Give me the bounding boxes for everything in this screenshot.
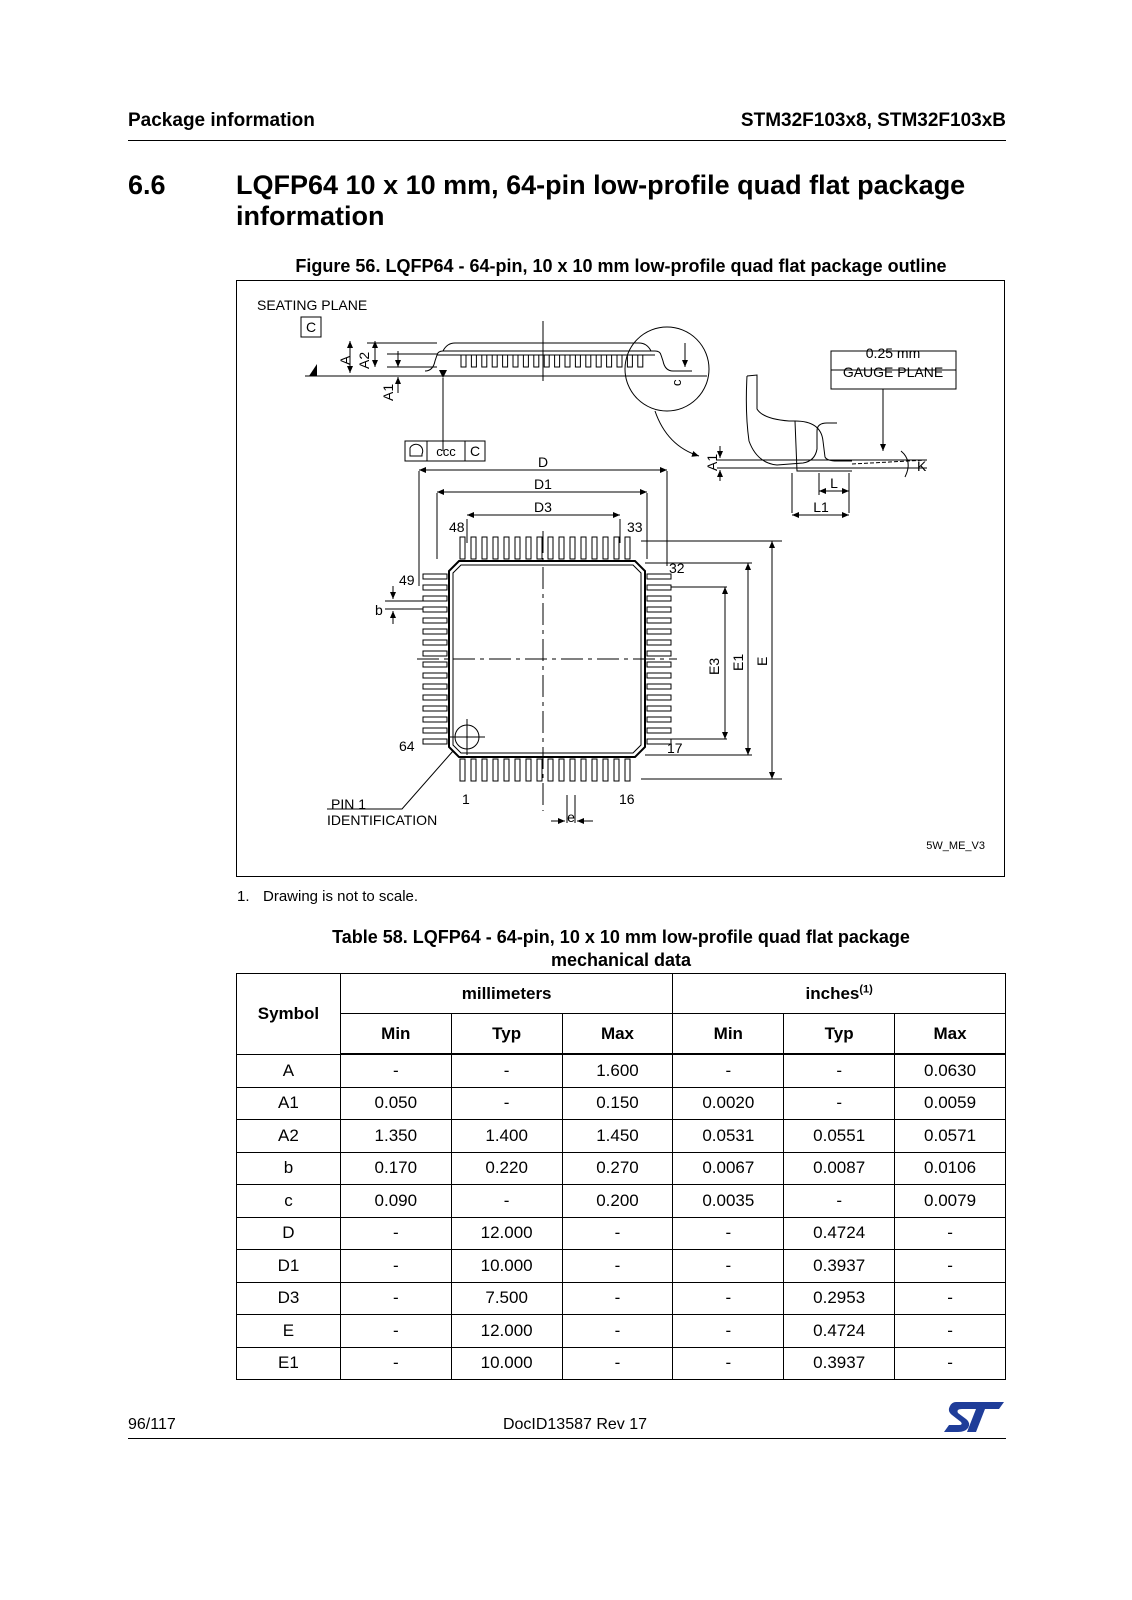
inches-header [673,974,1006,1014]
table-title [236,926,1006,972]
side-view-leads [461,355,643,367]
lead-right [647,596,671,601]
value-cell: 10.000 [451,1347,562,1380]
value-cell: 0.0551 [784,1120,895,1153]
value-cell: - [562,1347,673,1380]
note-text: Drawing is not to scale. [263,888,419,905]
value-cell: - [340,1315,451,1348]
lead-left [423,728,447,733]
value-cell: - [340,1217,451,1250]
value-cell: - [340,1347,451,1380]
value-cell: - [673,1347,784,1380]
lead-top [559,537,564,559]
pin-64-label: 64 [399,738,415,754]
lead-left [423,706,447,711]
lead-right [647,618,671,623]
lead-top [471,537,476,559]
value-cell: - [673,1217,784,1250]
lead-right [647,728,671,733]
label-D1: D1 [534,476,552,492]
mm-max-header: Max [562,1014,673,1055]
note-number: 1. [237,888,250,905]
lead-bottom [592,759,597,781]
label-E3: E3 [706,657,722,675]
lead-bottom [614,759,619,781]
lead-top [625,537,630,559]
value-cell: 0.4724 [784,1315,895,1348]
in-max-header: Max [895,1014,1006,1055]
inches-footnote-ref: (1) [859,982,873,995]
value-cell: 12.000 [451,1217,562,1250]
value-cell: - [451,1185,562,1218]
label-A1: A1 [380,383,396,401]
side-lead [534,355,539,367]
label-b: b [375,602,383,618]
value-cell: - [562,1315,673,1348]
value-cell: 0.090 [340,1185,451,1218]
label-L1: L1 [813,499,829,515]
lead-bottom [493,759,498,781]
value-cell: 0.0035 [673,1185,784,1218]
value-cell: - [673,1250,784,1283]
side-view [305,321,707,381]
flatness-frame [405,441,485,461]
label-D3: D3 [534,499,552,515]
lead-left [423,607,447,612]
table-row [237,1087,1006,1120]
lead-bottom [625,759,630,781]
table-subheader-row [237,1014,1006,1055]
ccc-label: ccc [436,444,456,459]
lead-right [647,651,671,656]
side-lead [471,355,476,367]
value-cell: 0.170 [340,1152,451,1185]
ccc-datum-label: C [469,443,481,459]
side-lead [565,355,570,367]
side-lead [607,355,612,367]
lead-left [423,618,447,623]
lead-top [614,537,619,559]
label-A1-detail: A1 [704,453,720,471]
value-cell: - [340,1250,451,1283]
lead-top [603,537,608,559]
label-A: A [337,355,353,365]
lead-top [581,537,586,559]
value-cell: - [895,1250,1006,1283]
symbol-cell: A2 [237,1120,341,1153]
table-row [237,1054,1006,1087]
lead-top [482,537,487,559]
value-cell: - [340,1054,451,1087]
value-cell: 0.0630 [895,1054,1006,1087]
label-K: K [917,458,927,474]
lead-left [423,717,447,722]
lead-bottom [526,759,531,781]
value-cell: 0.3937 [784,1347,895,1380]
st-logo [944,1400,1006,1439]
lead-bottom [570,759,575,781]
mechanical-data-table [236,973,1006,1380]
lead-top [537,537,542,559]
lead-left [423,662,447,667]
seating-plane-marker [309,364,317,376]
lead-left [423,651,447,656]
side-lead [596,355,601,367]
mm-typ-header: Typ [451,1014,562,1055]
pin-1-label: 1 [462,791,470,807]
table-row [237,1120,1006,1153]
datum-c-label: C [305,319,317,335]
lead-bottom [460,759,465,781]
document-id: DocID13587 Rev 17 [502,1416,648,1433]
lead-top [460,537,465,559]
lead-bottom [515,759,520,781]
symbol-cell: E1 [237,1347,341,1380]
lead-left [423,739,447,744]
detail-callout-arrow [655,411,699,456]
value-cell: 0.0067 [673,1152,784,1185]
lead-left [423,640,447,645]
value-cell: - [673,1282,784,1315]
value-cell: 1.450 [562,1120,673,1153]
symbol-cell: b [237,1152,341,1185]
side-lead [461,355,466,367]
value-cell: - [895,1282,1006,1315]
datum-marker [439,370,447,378]
value-cell: - [784,1087,895,1120]
pin-16-label: 16 [619,791,635,807]
value-cell: - [562,1282,673,1315]
lead-right [647,673,671,678]
lead-right [647,585,671,590]
lead-bottom [559,759,564,781]
lead-top [526,537,531,559]
millimeters-header: millimeters [340,974,673,1014]
value-cell: 0.270 [562,1152,673,1185]
table-row [237,1347,1006,1380]
symbol-cell: E [237,1315,341,1348]
value-cell: 7.500 [451,1282,562,1315]
symbol-cell: D3 [237,1282,341,1315]
in-min-header: Min [673,1014,784,1055]
side-lead [482,355,487,367]
lead-top [504,537,509,559]
value-cell: - [340,1282,451,1315]
table-title-line2: mechanical data [550,950,692,970]
value-cell: - [451,1054,562,1087]
value-cell: - [784,1185,895,1218]
gauge-plane-label: GAUGE PLANE [842,364,944,380]
package-outline-figure [236,280,1005,877]
side-lead [523,355,528,367]
lead-top [592,537,597,559]
top-view [327,471,782,823]
value-cell: 0.150 [562,1087,673,1120]
table-row [237,1152,1006,1185]
value-cell: 0.4724 [784,1217,895,1250]
symbol-cell: c [237,1185,341,1218]
symbol-cell: A [237,1054,341,1087]
figure-title: Figure 56. LQFP64 - 64-pin, 10 x 10 mm low-profile quad flat package outline [295,256,947,276]
value-cell: - [673,1315,784,1348]
figure-code: 5W_ME_V3 [926,840,985,852]
lead-right [647,607,671,612]
lead-right [647,662,671,667]
in-typ-header: Typ [784,1014,895,1055]
lead-bottom [504,759,509,781]
value-cell: - [784,1054,895,1087]
table-row [237,1315,1006,1348]
label-E1: E1 [730,653,746,671]
pin-49-label: 49 [399,572,415,588]
side-lead [544,355,549,367]
lead-right [647,717,671,722]
value-cell: 1.400 [451,1120,562,1153]
lead-top [548,537,553,559]
pin-17-label: 17 [667,740,683,756]
table-row [237,1217,1006,1250]
section-title: LQFP64 10 x 10 mm, 64-pin low-profile quad flat package information [236,170,966,231]
side-lead [586,355,591,367]
symbol-cell: A1 [237,1087,341,1120]
lead-top [515,537,520,559]
lead-left [423,585,447,590]
header-section-name: Package information [128,110,315,131]
value-cell: 0.0020 [673,1087,784,1120]
lead-bottom [581,759,586,781]
table-title-line1: Table 58. LQFP64 - 64-pin, 10 x 10 mm low-profile quad flat package [332,927,910,947]
value-cell: 0.050 [340,1087,451,1120]
lead-bottom [471,759,476,781]
label-e: e [567,809,575,825]
side-lead [492,355,497,367]
table-row [237,1250,1006,1283]
inches-header-text: inches [805,983,860,1003]
value-cell: 0.0079 [895,1185,1006,1218]
side-lead [627,355,632,367]
lead-left [423,596,447,601]
side-lead [513,355,518,367]
value-cell: - [895,1347,1006,1380]
lead-top [570,537,575,559]
side-lead [575,355,580,367]
lead-right [647,695,671,700]
lead-right [647,574,671,579]
page-number: 96/117 [128,1416,176,1433]
mm-min-header: Min [340,1014,451,1055]
lead-left [423,684,447,689]
lead-left [423,629,447,634]
pin1-id-label-line1: PIN 1 [331,796,367,812]
lead-top [493,537,498,559]
value-cell: 1.350 [340,1120,451,1153]
value-cell: 0.0059 [895,1087,1006,1120]
lead-bottom [603,759,608,781]
value-cell: - [562,1250,673,1283]
lead-right [647,629,671,634]
value-cell: 0.0106 [895,1152,1006,1185]
value-cell: 0.220 [451,1152,562,1185]
section-number: 6.6 [128,170,166,200]
value-cell: 0.0571 [895,1120,1006,1153]
value-cell: 10.000 [451,1250,562,1283]
symbol-cell: D [237,1217,341,1250]
side-lead [555,355,560,367]
lead-bottom [548,759,553,781]
value-cell: 12.000 [451,1315,562,1348]
value-cell: 0.200 [562,1185,673,1218]
pin-48-label: 48 [449,519,465,535]
lead-left [423,673,447,678]
value-cell: 0.3937 [784,1250,895,1283]
lead-left [423,695,447,700]
lead-right [647,684,671,689]
symbol-cell: D1 [237,1250,341,1283]
figure-note [237,888,418,905]
value-cell: - [562,1217,673,1250]
lead-right [647,706,671,711]
label-A2: A2 [356,351,372,369]
label-E: E [754,656,770,666]
value-cell: 1.600 [562,1054,673,1087]
value-cell: 0.2953 [784,1282,895,1315]
footer-rule [128,1438,1006,1439]
label-c: c [669,379,684,386]
label-L: L [830,475,838,491]
header-rule [128,140,1006,141]
value-cell: - [451,1087,562,1120]
table-row [237,1282,1006,1315]
lead-bottom [537,759,542,781]
value-cell: - [895,1217,1006,1250]
side-lead [638,355,643,367]
header-part-numbers: STM32F103x8, STM32F103xB [740,110,1006,131]
lead-left [423,574,447,579]
value-cell: - [895,1315,1006,1348]
symbol-header: Symbol [237,974,341,1055]
lead-right [647,640,671,645]
lead-bottom [482,759,487,781]
table-header-row [237,974,1006,1014]
pin-32-label: 32 [669,560,685,576]
label-D: D [537,454,549,470]
seating-plane-label: SEATING PLANE [257,297,368,313]
gauge-mm-label: 0.25 mm [865,345,921,361]
table-row [237,1185,1006,1218]
value-cell: - [673,1054,784,1087]
pin-33-label: 33 [627,519,643,535]
value-cell: 0.0531 [673,1120,784,1153]
value-cell: 0.0087 [784,1152,895,1185]
side-lead [617,355,622,367]
side-lead [503,355,508,367]
angle-K [901,451,908,477]
pin1-id-label-line2: IDENTIFICATION [327,812,438,828]
